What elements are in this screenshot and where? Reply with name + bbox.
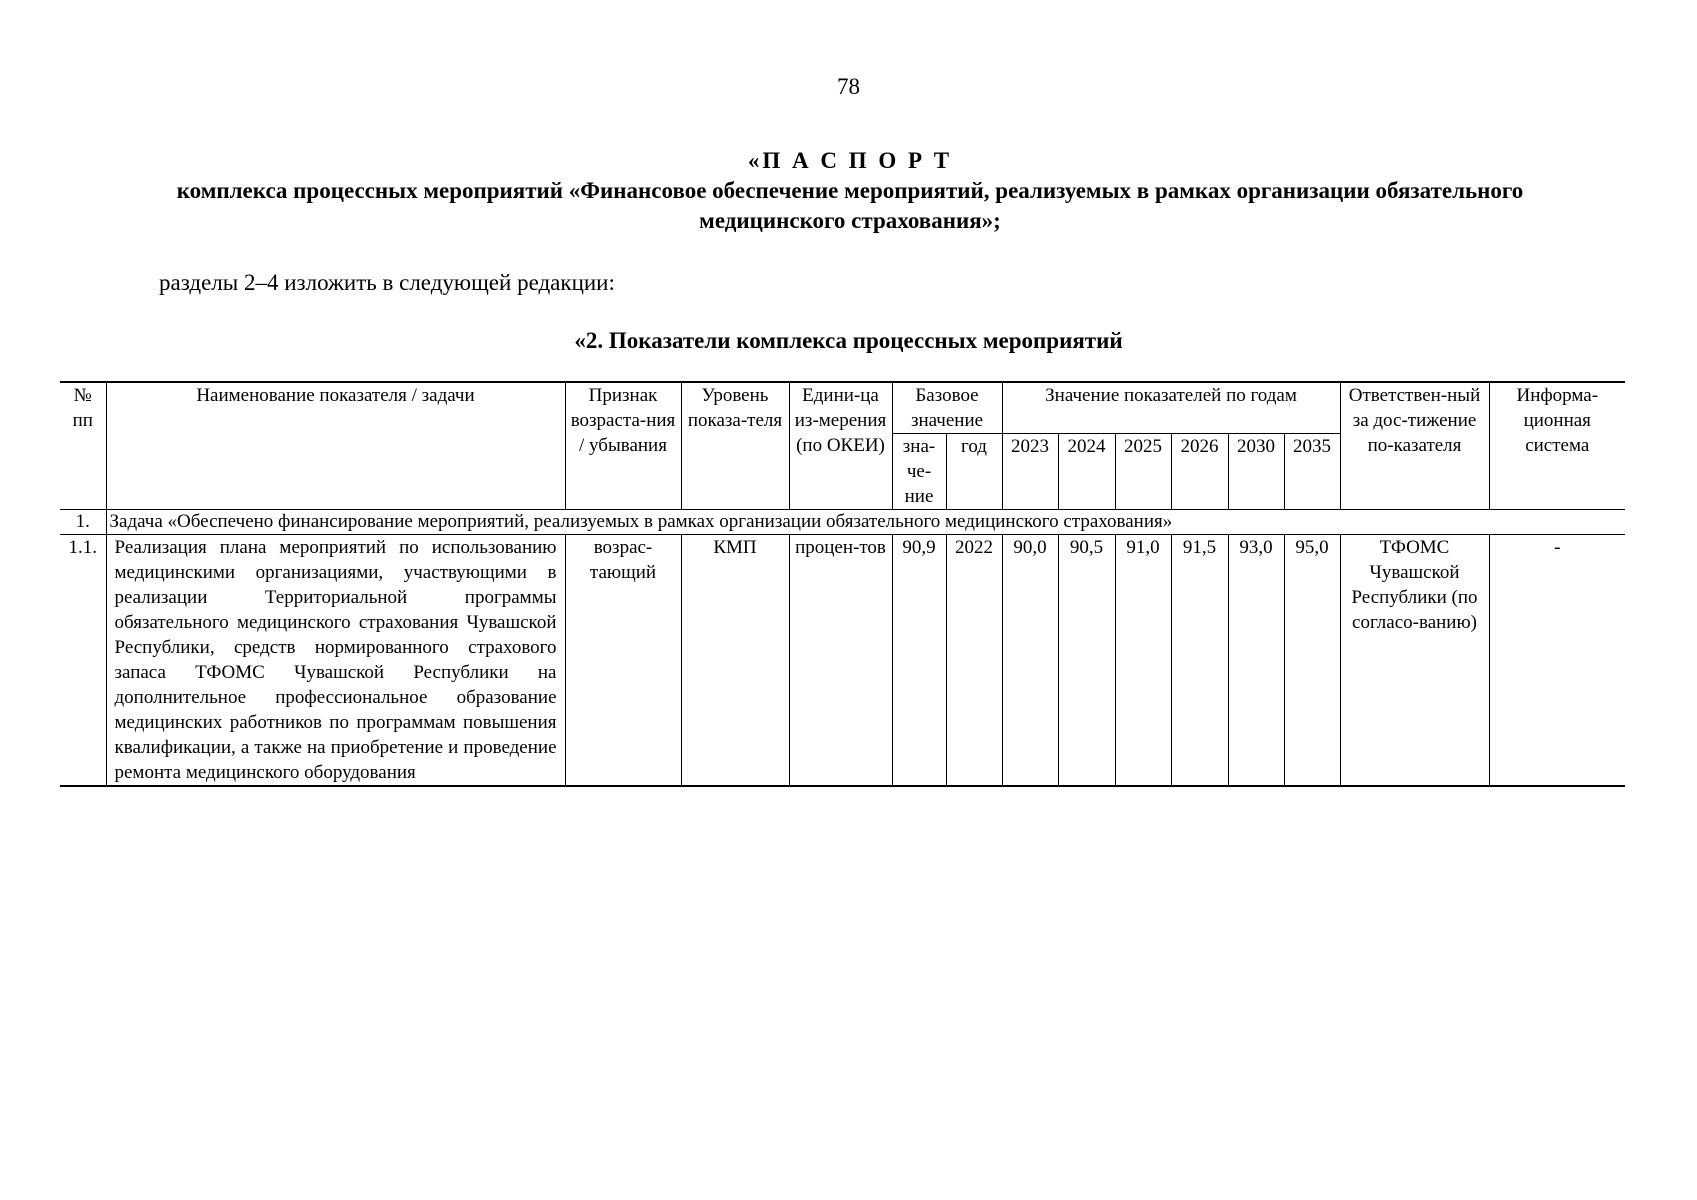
header-name: Наименование показателя / задачи — [106, 382, 565, 510]
passport-title — [140, 146, 1560, 236]
row-value-2025: 91,0 — [1115, 535, 1171, 787]
header-year-2030: 2030 — [1228, 434, 1284, 510]
header-base: Базовое значение — [892, 382, 1002, 434]
table-row — [60, 535, 1625, 787]
task-num: 1. — [60, 510, 106, 535]
row-trend: возрас-тающий — [565, 535, 681, 787]
row-responsible: ТФОМС Чувашской Республики (по согласо-ванию) — [1340, 535, 1489, 787]
row-info-system: - — [1489, 535, 1625, 787]
header-years-group: Значение показателей по годам — [1002, 382, 1340, 434]
row-value-2024: 90,5 — [1058, 535, 1115, 787]
row-value-2035: 95,0 — [1284, 535, 1340, 787]
row-value-2030: 93,0 — [1228, 535, 1284, 787]
row-base-value: 90,9 — [892, 535, 946, 787]
header-level: Уровень показа-теля — [681, 382, 789, 510]
row-base-year: 2022 — [946, 535, 1002, 787]
task-row — [60, 510, 1625, 535]
task-text: Задача «Обеспечено финансирование мероприятий, реализуемых в рамках организации обязательного медицинского страхования» — [106, 510, 1625, 535]
row-indicator-name: Реализация плана мероприятий по использованию медицинскими организациями, участвующими в реализации Территориальной программы обязательного медицинского страхования Чувашской Республики, средств нормированного страхового запаса ТФОМС Чувашской Республики на дополнительное профессиональное образование медицинских работников по программам повышения квалификации, а также на приобретение и проведение ремонта медицинского оборудования — [106, 535, 565, 787]
row-value-2023: 90,0 — [1002, 535, 1058, 787]
row-num: 1.1. — [60, 535, 106, 787]
passport-title-line1: «П А С П О Р Т — [747, 148, 953, 173]
header-trend: Признак возраста-ния / убывания — [565, 382, 681, 510]
row-level: КМП — [681, 535, 789, 787]
section-heading: «2. Показатели комплекса процессных мероприятий — [574, 328, 1123, 353]
amendment-text: разделы 2–4 изложить в следующей редакции: — [159, 270, 615, 295]
header-unit: Едини-ца из-мерения (по ОКЕИ) — [789, 382, 892, 510]
header-year-2023: 2023 — [1002, 434, 1058, 510]
header-base-value: зна-че-ние — [892, 434, 946, 510]
passport-title-line2: комплекса процессных мероприятий «Финансовое обеспечение мероприятий, реализуемых в рамках организации обязательного медицинского страхования»; — [176, 178, 1524, 233]
header-num: № пп — [60, 382, 106, 510]
page-number: 78 — [837, 74, 860, 99]
row-unit: процен-тов — [789, 535, 892, 787]
header-year-2026: 2026 — [1171, 434, 1228, 510]
header-year-2035: 2035 — [1284, 434, 1340, 510]
header-responsible: Ответствен-ный за дос-тижение по-казателя — [1340, 382, 1489, 510]
header-base-year: год — [946, 434, 1002, 510]
header-info-system: Информа-ционная система — [1489, 382, 1625, 510]
indicators-table — [60, 381, 1625, 787]
header-year-2024: 2024 — [1058, 434, 1115, 510]
header-year-2025: 2025 — [1115, 434, 1171, 510]
row-value-2026: 91,5 — [1171, 535, 1228, 787]
